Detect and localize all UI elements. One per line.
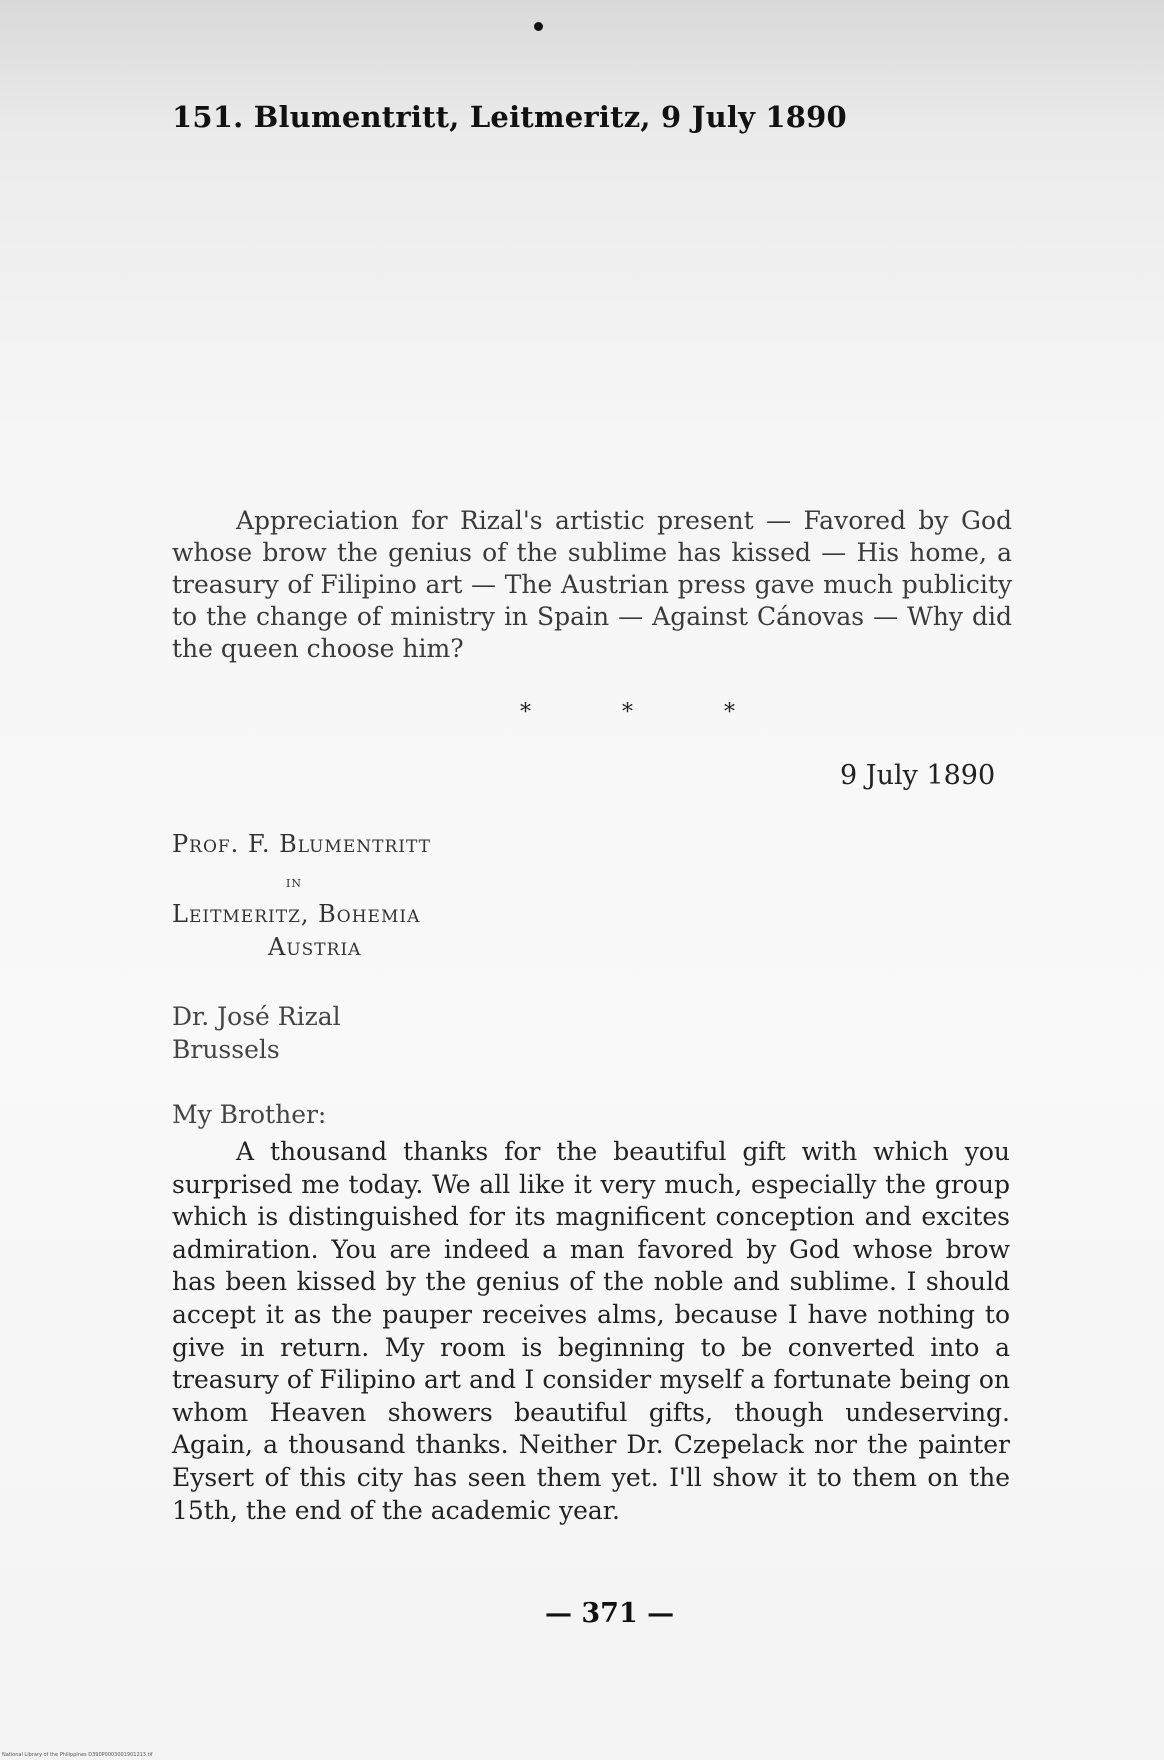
scan-credit: National Library of the Philippines D390P0003001901213.tif: [2, 1752, 153, 1758]
sender-city: Brussels: [172, 1035, 280, 1064]
letter-date: 9 July 1890: [840, 760, 996, 791]
letter-summary: [172, 505, 1012, 665]
body-text: A thousand thanks for the beautiful gift with which you surprised me today. We all like it very much, especially the group which is distinguished for its magnificent conception and excites admiration. You are indeed a man favored by God whose brow has been kissed by the genius of the noble and sublime. I should accept it as the pauper receives alms, because I have nothing to give in return. My room is beginning to be converted into a treasury of Filipino art and I consider myself a fortunate being on whom Heaven showers beautiful gifts, though undeserving. Again, a thousand thanks. Neither Dr. Czepelack nor the painter Eysert of this city has seen them yet. I'll show it to them on the 15th, the end of the academic year.: [172, 1137, 1010, 1525]
address-line-4: Austria: [268, 933, 362, 961]
address-line-2: in: [286, 872, 302, 891]
address-line-3: Leitmeritz, Bohemia: [172, 900, 421, 928]
section-separator: * * *: [520, 700, 777, 725]
sender-name: Dr. José Rizal: [172, 1002, 341, 1031]
letter-body: [172, 1136, 1010, 1527]
summary-text: Appreciation for Rizal's artistic present — Favored by God whose brow the genius of the sublime has kissed — His home, a treasury of Filipino art — The Austrian press gave much publicity to the change of ministry in Spain — Against Cánovas — Why did the queen choose him?: [172, 506, 1012, 663]
address-line-1: Prof. F. Blumentritt: [172, 830, 431, 858]
ink-dot: [534, 22, 543, 31]
salutation: My Brother:: [172, 1100, 327, 1129]
page-number: — 371 —: [545, 1598, 675, 1629]
letter-heading: 151. Blumentritt, Leitmeritz, 9 July 1890: [172, 100, 847, 134]
sender-block: [172, 1000, 341, 1066]
